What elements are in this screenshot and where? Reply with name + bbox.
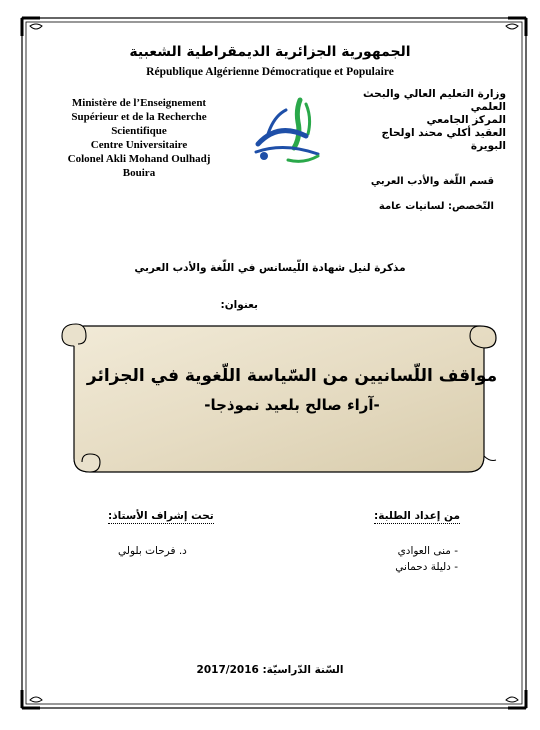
ministry-line: وزارة التعليم العالي والبحث العلمي: [363, 88, 506, 113]
ministry-line: العقيد أكلي محند اولحاج: [381, 127, 506, 139]
ministry-line: Scientifique: [111, 125, 167, 137]
ministry-line: Bouira: [122, 167, 156, 179]
department-label: قسم اللّغة والأدب العربي: [370, 176, 494, 187]
thesis-subtitle: -آراء صالح بلعيد نموذجا-: [204, 396, 380, 414]
student-name: - منى العوادي: [397, 545, 458, 557]
ministry-block-french: [44, 96, 234, 180]
thesis-title: مواقف اللّسانيين من السّياسة اللّغوية في الجزائر: [86, 366, 498, 386]
ministry-line: Ministère de l’Enseignement: [71, 97, 207, 109]
ministry-line: البويرة: [470, 140, 506, 152]
student-name: - دليلة دحماني: [395, 561, 458, 573]
ministry-line: المركز الجامعي: [426, 114, 506, 126]
supervisor-label-text: تحت إشراف الأستاذ:: [108, 510, 214, 522]
republic-title-french: République Algérienne Démocratique et Populaire: [146, 66, 394, 78]
memo-statement: مذكرة لنيل شهادة اللّيسانس في اللّغة والأدب العربي: [134, 262, 406, 274]
ministry-block-arabic: [336, 88, 506, 153]
students-label-text: من إعداد الطلبة:: [374, 510, 460, 522]
republic-title-arabic: الجمهورية الجزائرية الديمقراطية الشعبية: [129, 44, 411, 60]
ministry-line: Supérieur et de la Recherche: [71, 111, 207, 123]
subject-label: بعنوان:: [220, 299, 258, 311]
academic-year: السّنة الدّراسيّة: 2017/2016: [196, 664, 344, 676]
students-label: [374, 510, 460, 524]
ministry-line: Colonel Akli Mohand Oulhadj: [67, 153, 211, 165]
university-logo: [248, 94, 334, 168]
specialty-label: التّخصص: لسانيات عامة: [378, 201, 494, 212]
supervisor-name: د. فرحات بلولي: [118, 545, 187, 557]
supervisor-label: [108, 510, 214, 524]
ministry-line: Centre Universitaire: [90, 139, 188, 151]
